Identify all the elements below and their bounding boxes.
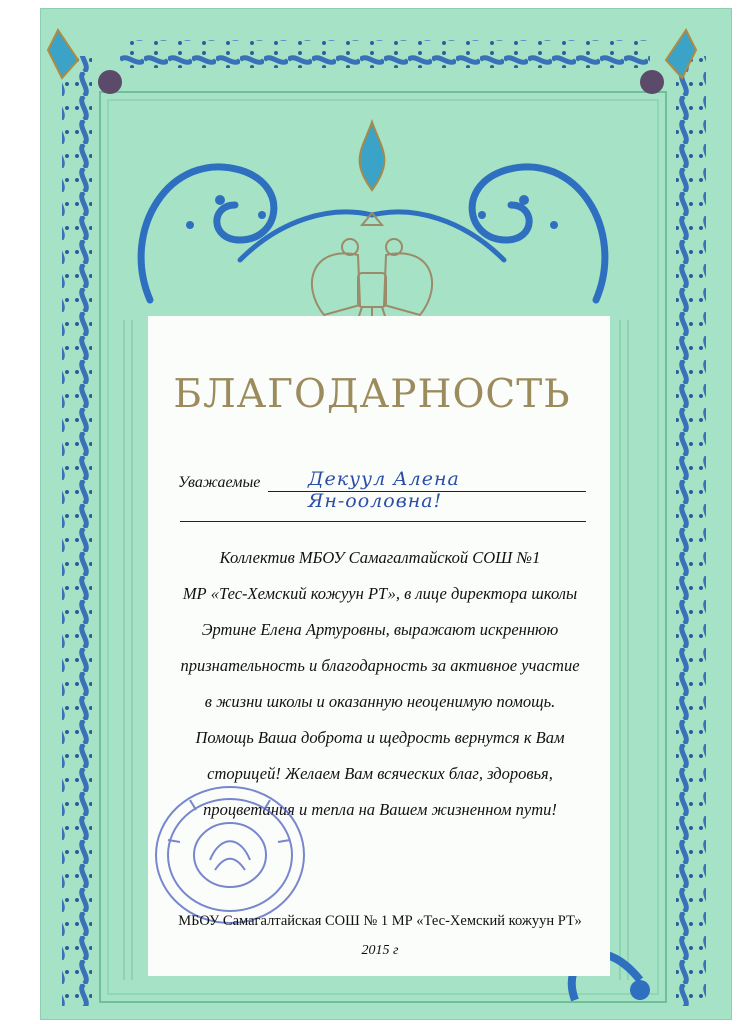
body-line: Эртине Елена Артуровны, выражают искреннюю (201, 620, 559, 639)
organization-name: МБОУ Самагалтайская СОШ № 1 МР «Тес-Хемский кожуун РТ» (178, 913, 582, 929)
greeting-label: Уважаемые (178, 474, 261, 491)
recipient-name: Декуул Алена Ян‑ооловна! (308, 468, 460, 512)
school-seal-stamp-icon (150, 780, 310, 930)
body-line: сторицей! Желаем Вам всяческих благ, здоровья, (207, 764, 553, 783)
body-line: в жизни школы и оказанную неоценимую помощь. (204, 692, 556, 711)
document-year: 2015 г (361, 943, 399, 958)
body-line: Помощь Ваша доброта и щедрость вернутся к Вам (195, 728, 565, 747)
greeting-line (178, 468, 588, 512)
document-title: БЛАГОДАРНОСТЬ (173, 372, 571, 417)
second-underline (180, 521, 586, 522)
body-line: процветания и тепла на Вашем жизненном пути! (203, 800, 557, 819)
body-line: Коллектив МБОУ Самагалтайской СОШ №1 (219, 548, 541, 567)
body-line: признательность и благодарность за активное участие (180, 656, 580, 675)
body-line: МР «Тес-Хемский кожуун РТ», в лице директора школы (182, 584, 578, 603)
